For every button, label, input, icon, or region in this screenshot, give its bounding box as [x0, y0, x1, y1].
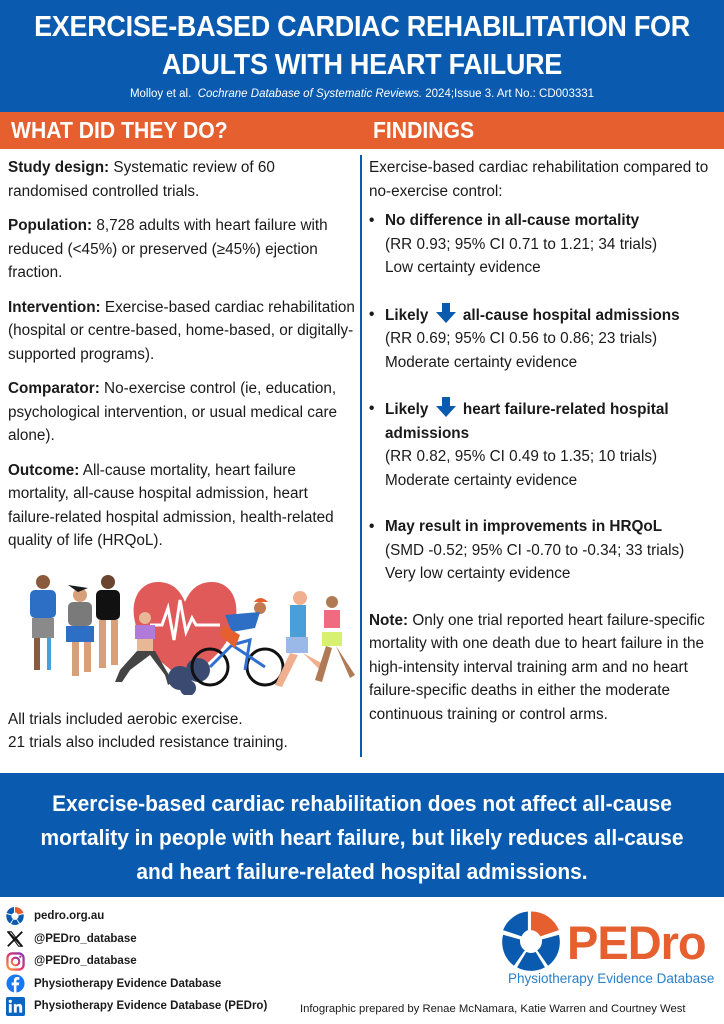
conclusion-text: Exercise-based cardiac rehabilitation does not affect all-cause mortality in people with heart failure, but likely reduces all-cause and heart failure-related hospital admissions.	[40, 791, 684, 884]
social-facebook[interactable]: Physiotherapy Evidence Database	[4, 973, 267, 996]
x-icon	[4, 929, 26, 949]
credit-line: Infographic prepared by Renae McNamara, Katie Warren and Courtney West	[300, 1003, 686, 1015]
findings-intro: Exercise-based cardiac rehabilitation compared to no-exercise control:	[369, 159, 709, 200]
down-arrow-icon	[435, 303, 457, 323]
page-title	[25, 0, 698, 84]
pedro-wordmark: PEDro	[567, 916, 706, 969]
social-x[interactable]: @PEDro_database	[4, 928, 267, 951]
pedro-logo-icon	[500, 910, 562, 972]
method-intervention: Intervention: Exercise-based cardiac rehabilitation (hospital or centre-based, home-based, or digitally-supported programs).	[8, 298, 355, 363]
methods-column	[8, 156, 358, 564]
pedro-subtitle: Physiotherapy Evidence Database	[508, 971, 715, 986]
heading-findings: FINDINGS	[373, 117, 475, 143]
facebook-icon	[4, 974, 26, 994]
method-comparator: Comparator: No-exercise control (ie, education, psychological intervention, or usual medical care alone).	[8, 380, 338, 444]
title-line-1: EXERCISE-BASED CARDIAC REHABILITATION FOR	[34, 11, 690, 43]
runner-figure-icon	[315, 596, 355, 682]
walker-figure-icon	[66, 585, 94, 676]
findings-note: Note: Only one trial reported heart failure-specific mortality with one death due to heart failure in the high-intensity interval training arm and no heart failure-specific deaths in either the moderate continuous training or control arms.	[369, 611, 705, 723]
instagram-icon	[4, 951, 26, 971]
pedro-logo	[497, 908, 722, 998]
findings-column	[369, 156, 719, 726]
heading-what-did-they-do: WHAT DID THEY DO?	[11, 117, 228, 143]
finding-hf-hospital-admissions: • Likely heart failure-related hospital admissions (RR 0.82, 95% CI 0.49 to 1.35; 10 trials) Moderate certainty evidence	[369, 397, 719, 492]
conclusion-banner	[0, 773, 724, 897]
citation-details: 2024;Issue 3. Art No.: CD003331	[425, 88, 595, 100]
method-study-design: Study design: Systematic review of 60 randomised controlled trials.	[8, 159, 275, 200]
citation-journal: Cochrane Database of Systematic Reviews.	[197, 88, 423, 100]
pedro-icon	[4, 906, 26, 926]
walker-figure-icon	[96, 575, 120, 668]
social-links	[4, 905, 267, 1018]
finding-all-cause-hospital-admissions: • Likely all-cause hospital admissions (RR 0.69; 95% CI 0.56 to 0.86; 23 trials) Moderate certainty evidence	[369, 303, 719, 375]
title-line-2: ADULTS WITH HEART FAILURE	[161, 49, 563, 81]
citation	[0, 88, 724, 100]
section-heading-bar	[0, 112, 724, 149]
down-arrow-icon	[435, 397, 457, 417]
method-population: Population: 8,728 adults with heart failure with reduced (<45%) or preserved (≥45%) ejection fraction.	[8, 217, 328, 281]
method-outcome: Outcome: All-cause mortality, heart failure mortality, all-cause hospital admission, heart failure-related hospital admission, health-related quality of life (HRQoL).	[8, 461, 334, 549]
exercise-illustration	[10, 570, 355, 695]
column-divider	[360, 155, 362, 757]
finding-hrqol: • May result in improvements in HRQoL (SMD -0.52; 95% CI -0.70 to -0.34; 33 trials) Very low certainty evidence	[369, 518, 685, 582]
finding-all-cause-mortality: • No difference in all-cause mortality (RR 0.93; 95% CI 0.71 to 1.21; 34 trials) Low certainty evidence	[369, 212, 658, 276]
header-banner	[0, 0, 724, 112]
linkedin-icon	[4, 996, 26, 1016]
social-linkedin[interactable]: Physiotherapy Evidence Database (PEDro)	[4, 995, 267, 1018]
walker-figure-icon	[30, 575, 56, 670]
citation-authors: Molloy et al.	[129, 88, 192, 100]
trials-note: All trials included aerobic exercise. 21 trials also included resistance training.	[8, 711, 288, 751]
social-instagram[interactable]: @PEDro_database	[4, 950, 267, 973]
social-website[interactable]: pedro.org.au	[4, 905, 267, 928]
